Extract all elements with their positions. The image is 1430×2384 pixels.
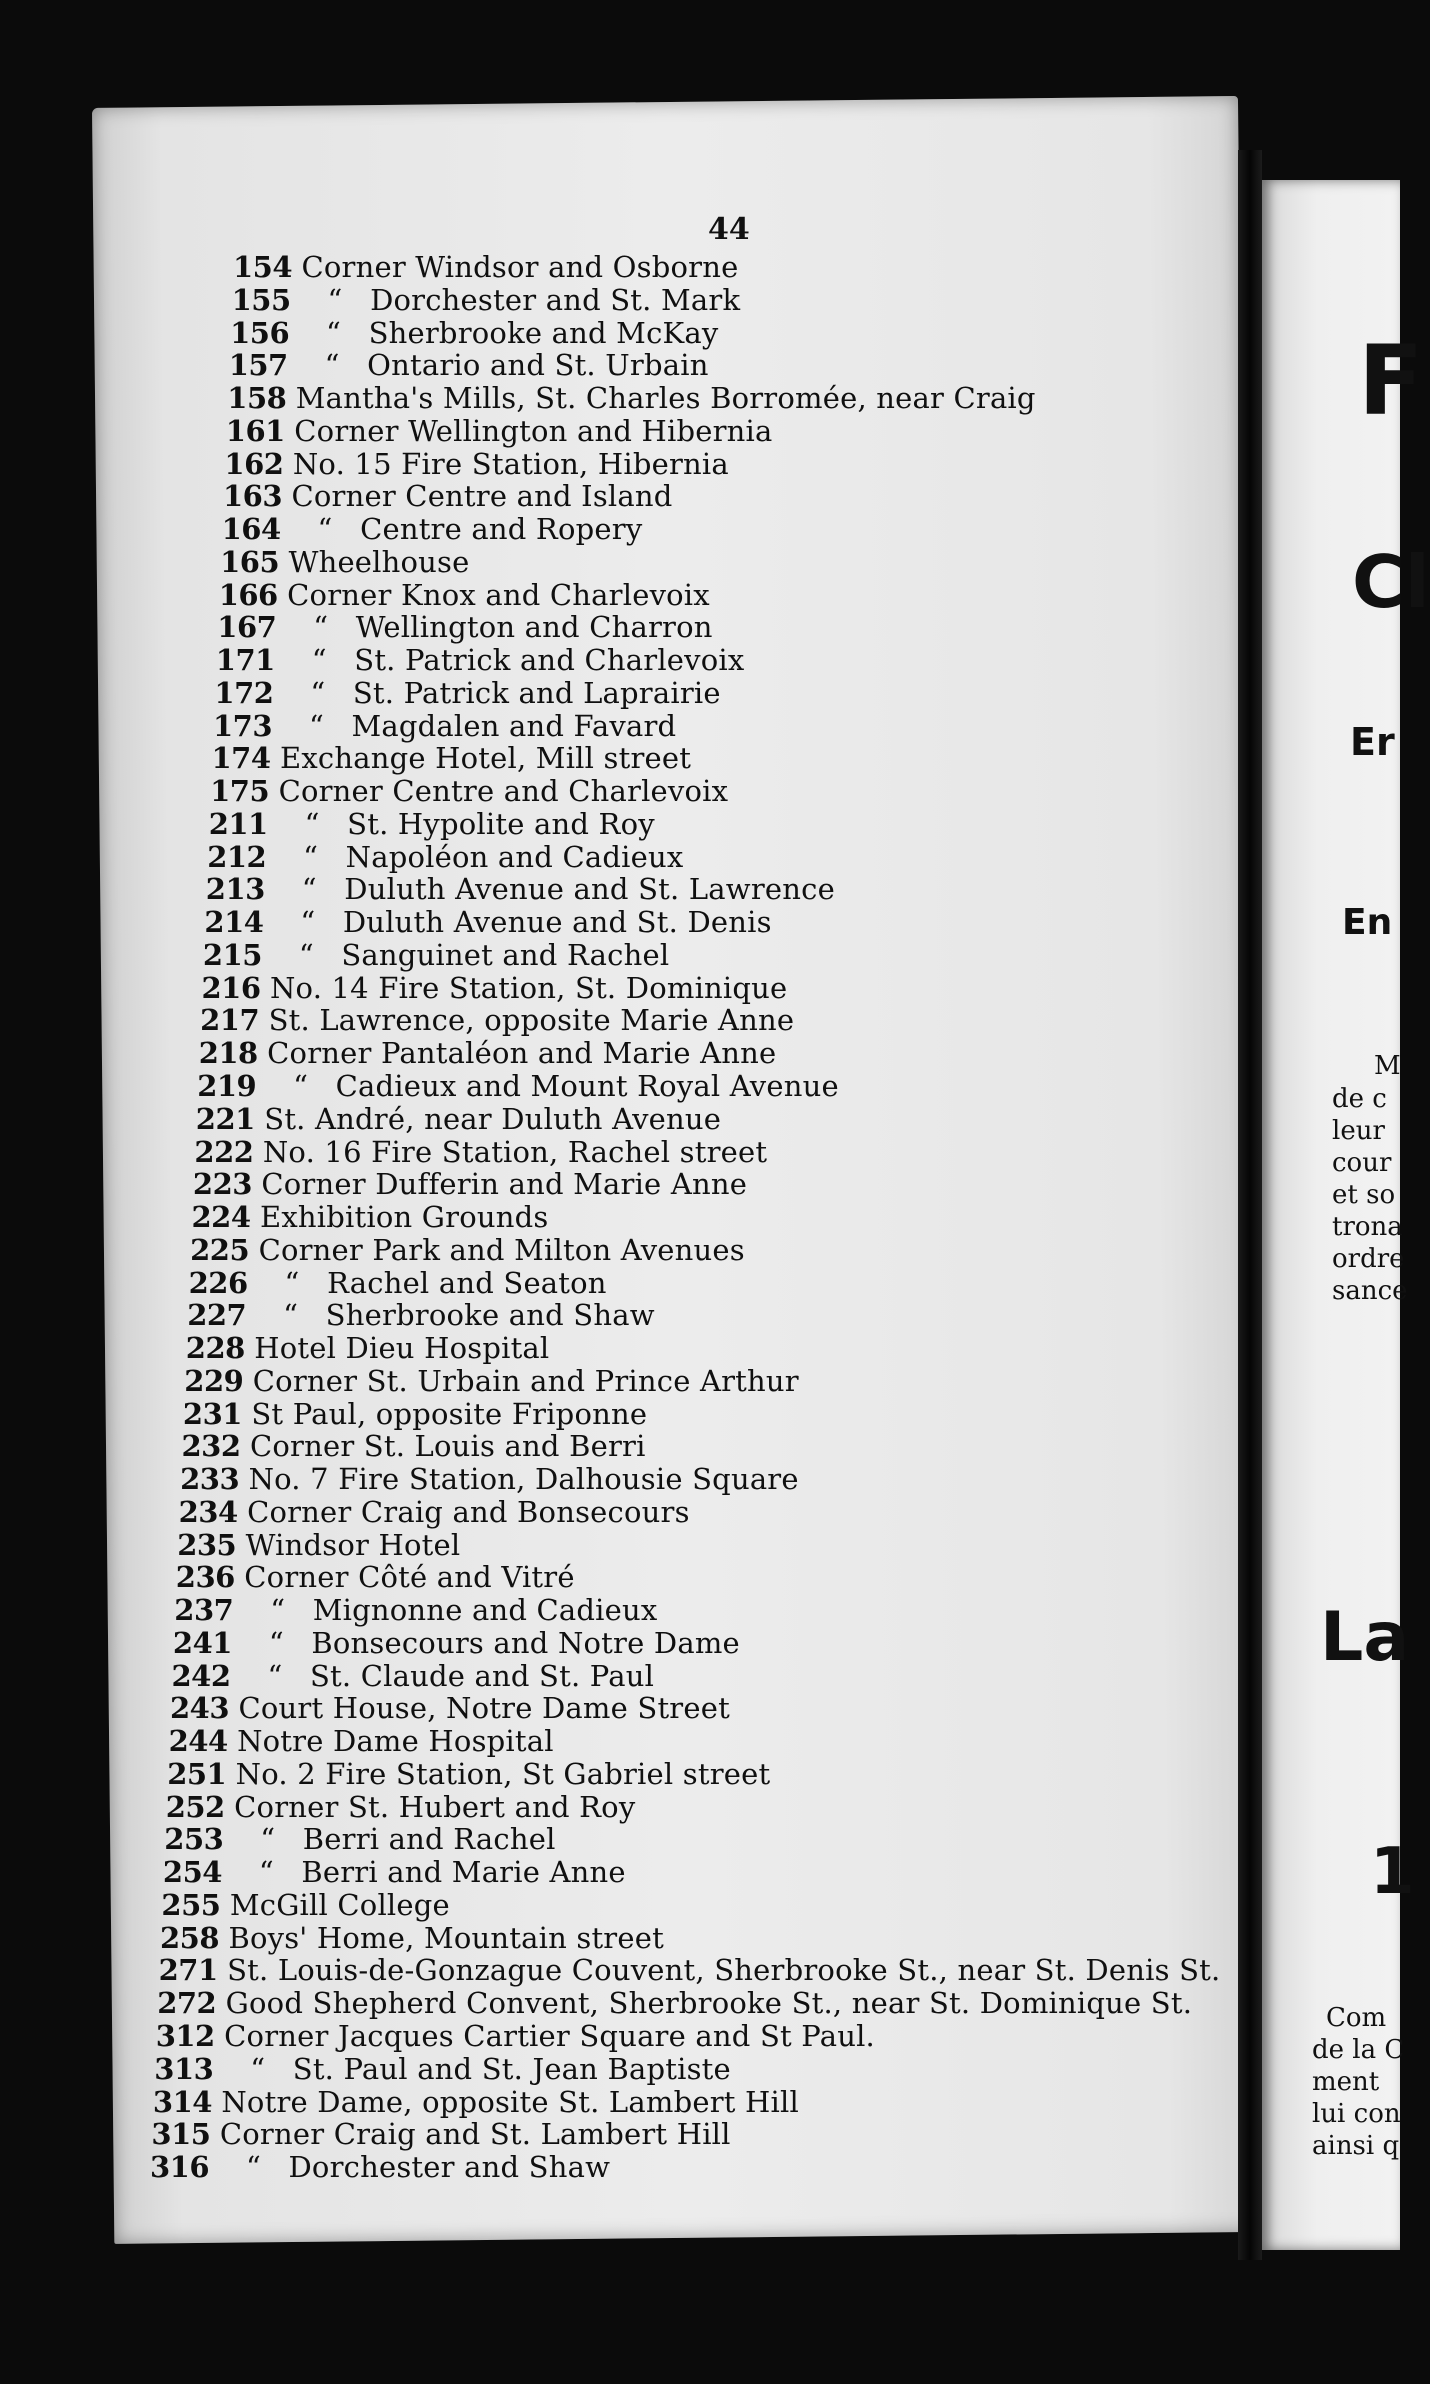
ditto-mark: “ — [245, 2150, 261, 2184]
list-item — [166, 1790, 636, 1824]
box-location: Duluth Avenue and St. Denis — [342, 905, 772, 940]
ditto-mark: “ — [311, 643, 327, 678]
list-item — [156, 2019, 875, 2053]
list-item — [180, 1462, 799, 1496]
box-location: Notre Dame Hospital — [237, 1724, 554, 1759]
box-location: Corner Craig and St. Lambert Hill — [219, 2117, 731, 2152]
box-location: Corner Pantaléon and Marie Anne — [267, 1036, 777, 1071]
list-item — [182, 1429, 646, 1463]
box-number: 163 — [223, 479, 283, 514]
list-item — [164, 1822, 555, 1856]
ditto-mark: “ — [267, 1658, 283, 1693]
box-number: 252 — [165, 1789, 225, 1824]
right-fragment-11: sance — [1332, 1276, 1408, 1306]
box-number: 154 — [233, 250, 293, 284]
list-item — [184, 1364, 799, 1398]
box-location: Wheelhouse — [288, 544, 470, 579]
list-item — [170, 1691, 730, 1725]
list-item — [227, 381, 1035, 415]
box-number: 242 — [171, 1658, 231, 1693]
box-location: Wellington and Charron — [355, 610, 713, 645]
list-item — [203, 938, 669, 972]
ditto-mark: “ — [293, 1069, 309, 1103]
box-number: 314 — [152, 2084, 212, 2119]
box-location: Berri and Rachel — [302, 1822, 556, 1857]
ditto-mark: “ — [308, 708, 324, 743]
list-item — [217, 610, 712, 644]
ditto-mark: “ — [324, 348, 340, 383]
box-location: St. André, near Duluth Avenue — [264, 1101, 722, 1136]
page-number: 44 — [708, 212, 750, 247]
box-location: Rachel and Seaton — [327, 1265, 607, 1300]
list-item — [177, 1528, 460, 1562]
box-number: 217 — [200, 1003, 260, 1038]
list-item — [183, 1397, 647, 1431]
box-location: Corner Wellington and Hibernia — [294, 413, 773, 448]
box-location: Mantha's Mills, St. Charles Borromée, near Craig — [295, 381, 1036, 415]
ditto-mark: “ — [268, 1625, 284, 1660]
box-location: St. Paul and St. Jean Baptiste — [292, 2051, 731, 2086]
ditto-mark: “ — [283, 1298, 299, 1333]
list-item — [209, 807, 655, 841]
box-number: 223 — [192, 1167, 252, 1202]
list-item — [187, 1298, 655, 1332]
list-item — [210, 774, 728, 808]
list-item — [172, 1659, 655, 1693]
list-item — [212, 741, 692, 775]
box-location: Corner St. Hubert and Roy — [234, 1789, 636, 1824]
box-number: 233 — [180, 1462, 240, 1497]
list-item — [167, 1757, 770, 1791]
box-number: 251 — [167, 1756, 227, 1791]
box-location: St. Lawrence, opposite Marie Anne — [268, 1003, 795, 1038]
list-item — [159, 1953, 1221, 1987]
box-location: Windsor Hotel — [245, 1527, 461, 1562]
box-location: Corner Jacques Cartier Square and St Paul. — [224, 2019, 875, 2053]
box-number: 166 — [218, 577, 278, 612]
box-location: No. 7 Fire Station, Dalhousie Square — [248, 1462, 799, 1497]
box-number: 225 — [190, 1232, 250, 1267]
box-number: 235 — [177, 1527, 237, 1562]
list-item — [173, 1626, 740, 1660]
right-fragment-18: ainsi q — [1312, 2131, 1400, 2161]
right-fragment-6: leur — [1332, 1116, 1385, 1146]
box-number: 222 — [194, 1134, 254, 1169]
box-location: Corner Craig and Bonsecours — [247, 1494, 690, 1529]
box-location: Duluth Avenue and St. Lawrence — [344, 872, 835, 907]
list-item — [199, 1036, 777, 1070]
box-number: 272 — [157, 1986, 217, 2021]
list-item — [153, 2085, 799, 2119]
ditto-mark: “ — [298, 937, 314, 972]
list-item — [233, 250, 738, 284]
list-item — [230, 316, 718, 350]
box-number: 214 — [204, 905, 264, 940]
box-location: Corner Centre and Island — [291, 479, 673, 514]
box-location: Bonsecours and Notre Dame — [311, 1625, 740, 1660]
right-fragment-1: Cl — [1352, 540, 1430, 624]
box-number: 236 — [175, 1560, 235, 1595]
box-number: 175 — [210, 774, 270, 809]
right-fragment-14: Com — [1326, 2003, 1387, 2033]
list-item — [207, 840, 683, 874]
right-fragment-13: 1 — [1370, 1835, 1415, 1909]
box-number: 229 — [184, 1363, 244, 1398]
box-location: No. 15 Fire Station, Hibernia — [292, 446, 729, 481]
right-fragment-4: M — [1374, 1051, 1401, 1081]
ditto-mark: “ — [284, 1265, 300, 1300]
right-fragment-17: lui con — [1312, 2099, 1401, 2129]
box-location: Corner Côté and Vitré — [244, 1560, 575, 1595]
right-fragment-5: de c — [1332, 1084, 1387, 1114]
box-number: 253 — [164, 1822, 224, 1857]
ditto-mark: “ — [326, 315, 342, 350]
box-number: 234 — [178, 1494, 238, 1529]
right-fragment-3: En — [1342, 902, 1393, 943]
right-fragment-16: ment — [1312, 2067, 1380, 2097]
box-number: 171 — [215, 643, 275, 678]
box-location: St. Patrick and Charlevoix — [354, 643, 745, 678]
list-item — [150, 2150, 610, 2184]
list-item — [229, 348, 709, 382]
box-number: 254 — [162, 1855, 222, 1890]
box-number: 158 — [227, 381, 287, 415]
box-number: 255 — [161, 1887, 221, 1922]
list-item — [226, 414, 773, 448]
box-number: 155 — [231, 282, 291, 317]
box-location: Sherbrooke and McKay — [368, 315, 719, 350]
box-number: 212 — [207, 839, 267, 874]
box-number: 167 — [217, 610, 277, 645]
ditto-mark: “ — [260, 1822, 276, 1857]
box-location: Corner Windsor and Osborne — [301, 250, 739, 284]
box-location: Dorchester and St. Mark — [370, 282, 741, 317]
list-item — [193, 1167, 747, 1201]
box-number: 221 — [195, 1101, 255, 1136]
ditto-mark: “ — [313, 610, 329, 645]
box-location: Ontario and St. Urbain — [367, 348, 709, 383]
list-item — [192, 1200, 549, 1234]
box-location: No. 14 Fire Station, St. Dominique — [269, 970, 788, 1005]
list-item — [216, 643, 745, 677]
list-item — [220, 545, 469, 579]
box-number: 164 — [221, 512, 281, 547]
list-item — [176, 1560, 575, 1594]
box-location: St. Patrick and Laprairie — [352, 675, 721, 710]
right-fragment-0: F — [1358, 325, 1424, 437]
list-item — [202, 971, 788, 1005]
ditto-mark: “ — [258, 1855, 274, 1890]
box-number: 211 — [208, 806, 268, 841]
box-number: 243 — [170, 1691, 230, 1726]
list-item — [154, 2052, 731, 2086]
list-item — [160, 1921, 664, 1955]
list-item — [200, 1003, 794, 1037]
box-location: Mignonne and Cadieux — [312, 1593, 658, 1628]
box-number: 244 — [168, 1724, 228, 1759]
box-number: 312 — [155, 2019, 215, 2053]
box-number: 156 — [230, 315, 290, 350]
list-item — [196, 1102, 721, 1136]
list-item — [169, 1724, 554, 1758]
box-number: 161 — [225, 413, 285, 448]
box-location: St. Louis-de-Gonzague Couvent, Sherbrooke St., near St. Denis St. — [227, 1953, 1221, 1988]
ditto-mark: “ — [300, 905, 316, 940]
box-location: Good Shepherd Convent, Sherbrooke St., near St. Dominique St. — [225, 1986, 1193, 2021]
list-item — [197, 1069, 839, 1103]
box-location: Corner Centre and Charlevoix — [278, 774, 729, 809]
box-number: 227 — [187, 1298, 247, 1333]
list-item — [213, 709, 676, 743]
ditto-mark: “ — [304, 806, 320, 841]
box-number: 232 — [181, 1429, 241, 1464]
box-number: 258 — [160, 1920, 220, 1955]
list-item — [151, 2117, 730, 2151]
box-location: Sherbrooke and Shaw — [325, 1298, 655, 1333]
list-item — [174, 1593, 657, 1627]
box-location: Corner Knox and Charlevoix — [287, 577, 710, 612]
box-number: 313 — [154, 2051, 214, 2086]
box-number: 231 — [182, 1396, 242, 1431]
right-fragment-12: La — [1320, 1598, 1410, 1677]
box-number: 165 — [220, 544, 280, 579]
right-fragment-9: trona — [1332, 1212, 1403, 1242]
box-number: 315 — [151, 2117, 211, 2152]
box-number: 215 — [202, 937, 262, 972]
box-location: Corner Dufferin and Marie Anne — [261, 1167, 748, 1202]
box-number: 226 — [188, 1265, 248, 1300]
box-location: Magdalen and Favard — [351, 708, 677, 743]
box-location: Exchange Hotel, Mill street — [279, 741, 692, 776]
box-location: Corner Park and Milton Avenues — [258, 1232, 745, 1267]
box-location: St. Claude and St. Paul — [309, 1658, 655, 1693]
box-location: Corner St. Urbain and Prince Arthur — [252, 1363, 799, 1398]
ditto-mark: “ — [250, 2051, 266, 2086]
list-item — [189, 1266, 607, 1300]
right-fragment-7: cour — [1332, 1148, 1392, 1178]
box-location: Centre and Ropery — [360, 512, 643, 547]
box-number: 237 — [174, 1593, 234, 1628]
ditto-mark: “ — [327, 282, 343, 317]
list-item — [186, 1331, 550, 1365]
box-location: Napoléon and Cadieux — [345, 839, 684, 874]
box-location: St Paul, opposite Friponne — [251, 1396, 648, 1431]
list-item — [194, 1135, 767, 1169]
box-number: 228 — [185, 1331, 245, 1365]
list-item — [204, 905, 771, 939]
right-fragment-8: et so — [1332, 1180, 1396, 1210]
list-item — [214, 676, 720, 710]
ditto-mark: “ — [301, 872, 317, 907]
list-item — [232, 283, 741, 317]
box-location: Boys' Home, Mountain street — [228, 1920, 664, 1955]
box-number: 218 — [198, 1036, 258, 1071]
list-item — [163, 1855, 626, 1889]
box-number: 162 — [224, 446, 284, 481]
box-location: Dorchester and Shaw — [288, 2150, 611, 2184]
box-location: Exhibition Grounds — [259, 1200, 549, 1234]
box-number: 219 — [197, 1069, 257, 1103]
box-location: Berri and Marie Anne — [301, 1855, 626, 1890]
box-location: Corner St. Louis and Berri — [249, 1429, 646, 1464]
list-item — [179, 1495, 690, 1529]
box-number: 174 — [211, 741, 271, 776]
list-item — [206, 872, 835, 906]
box-number: 173 — [213, 708, 273, 743]
list-item — [157, 1986, 1192, 2020]
box-location: Hotel Dieu Hospital — [254, 1331, 550, 1365]
box-location: St. Hypolite and Roy — [347, 806, 655, 841]
box-location: No. 2 Fire Station, St Gabriel street — [235, 1756, 771, 1791]
box-number: 157 — [228, 348, 288, 383]
list-item — [190, 1233, 745, 1267]
list-item — [222, 512, 643, 546]
list-item — [223, 479, 673, 513]
right-fragment-2: Er — [1350, 720, 1395, 764]
ditto-mark: “ — [317, 512, 333, 547]
box-number: 224 — [191, 1200, 251, 1234]
list-item — [224, 447, 729, 481]
box-number: 241 — [172, 1625, 232, 1660]
list-item — [161, 1888, 450, 1922]
box-number: 213 — [205, 872, 265, 907]
box-location: Sanguinet and Rachel — [341, 937, 670, 972]
box-location: Notre Dame, opposite St. Lambert Hill — [221, 2084, 799, 2119]
box-number: 216 — [201, 970, 261, 1005]
box-location: Court House, Notre Dame Street — [238, 1691, 730, 1726]
right-fragment-10: ordre — [1332, 1244, 1405, 1274]
box-number: 316 — [150, 2150, 210, 2184]
ditto-mark: “ — [310, 675, 326, 710]
list-item — [219, 578, 710, 612]
box-location: McGill College — [229, 1887, 450, 1922]
ditto-mark: “ — [270, 1593, 286, 1628]
box-location: Cadieux and Mount Royal Avenue — [335, 1069, 839, 1103]
box-location: No. 16 Fire Station, Rachel street — [262, 1134, 768, 1169]
box-number: 172 — [214, 675, 274, 710]
right-fragment-15: de la C — [1312, 2035, 1405, 2065]
ditto-mark: “ — [303, 839, 319, 874]
box-number: 271 — [158, 1953, 218, 1988]
